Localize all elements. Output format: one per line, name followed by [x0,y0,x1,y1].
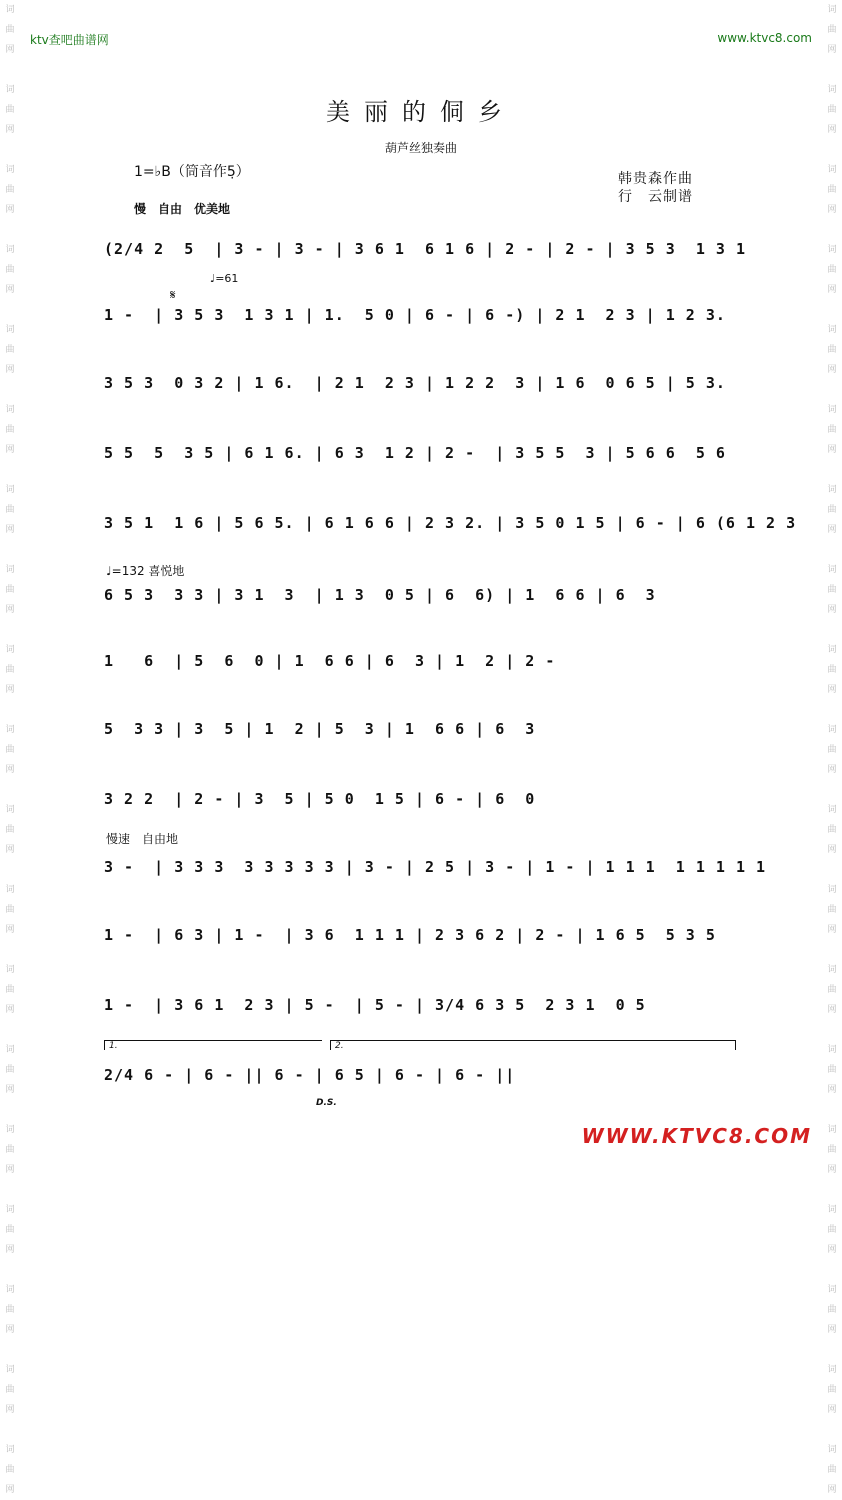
notation-line: (2/4 2 5 | 3 - | 3 - | 3 6 1 6 1 6 | 2 - | 2 - | 3 5 3 1 3 1 [104,240,746,258]
tempo-marking-intro: 慢 自由 优美地 [134,202,231,216]
notation-line: 3 - | 3 3 3 3 3 3 3 3 | 3 - | 2 5 | 3 - | 1 - | 1 1 1 1 1 1 1 1 [104,858,767,876]
site-url-right[interactable]: www.ktvc8.com [717,31,812,45]
notation-line: 1 - | 6 3 | 1 - | 3 6 1 1 1 | 2 3 6 2 | 2 - | 1 6 5 5 3 5 [104,926,716,944]
tempo-marking-fast: ♩=132 喜悦地 [106,564,185,578]
footer-site-logo: WWW.KTVC8.COM [581,1124,812,1148]
score-row [104,436,740,470]
notation-line: 6 5 3 3 3 | 3 1 3 | 1 3 0 5 | 6 6) | 1 6 6 | 6 3 [104,586,656,604]
score-row [104,850,767,884]
site-name-left[interactable]: ktv查吧曲谱网 [30,33,109,47]
score-row [104,782,740,816]
score-row [104,712,740,746]
side-watermark-left: 词 曲 网 词 曲 网 词 曲 网 词 曲 网 词 曲 网 词 曲 网 词 曲 网 词 曲 网 词 曲 网 词 曲 网 词 曲 网 词 曲 网 词 曲 网 词 曲 网 词 曲 网 词 曲 网 词 曲 网 词 曲 网 词 曲 网 [5,5,15,1495]
arranger-credit: 行 云制谱 [618,189,693,205]
volta-bracket-first: 1. [104,1040,322,1050]
notation-line: 1 - | 3 5 3 1 3 1 | 1. 5 0 | 6 - | 6 -) | 2 1 2 3 | 1 2 3. [104,306,726,324]
score-row [104,366,740,400]
score-row [104,644,740,678]
segno-sign: 𝄋 [170,288,176,303]
volta-bracket-second: 2. [330,1040,736,1050]
key-signature: 1=♭B（筒音作5̣） [134,164,250,180]
score-row [104,918,740,952]
score-row [104,988,740,1022]
score-subtitle: 葫芦丝独奏曲 [384,141,457,155]
score-row [104,1058,740,1092]
notation-line: 1 - | 3 6 1 2 3 | 5 - | 5 - | 3/4 6 3 5 2 3 1 0 5 [104,996,646,1014]
score-title: 美丽的侗乡 [326,98,516,126]
score-row [104,298,740,332]
dal-segno-mark: D.S. [316,1098,337,1108]
tempo-marking-slow: 慢速 自由地 [106,832,179,846]
notation-line: 2/4 6 - | 6 - || 6 - | 6 5 | 6 - | 6 - || [104,1066,516,1084]
notation-line: 5 3 3 | 3 5 | 1 2 | 5 3 | 1 6 6 | 6 3 [104,720,536,738]
metronome-mark: ♩=61 [210,272,239,285]
notation-line: 5 5 5 3 5 | 6 1 6. | 6 3 1 2 | 2 - | 3 5 5 3 | 5 6 6 5 6 [104,444,726,462]
score-row [104,506,797,540]
composer-credit: 韩贵森作曲 [618,171,693,187]
notation-line: 3 5 1 1 6 | 5 6 5. | 6 1 6 6 | 2 3 2. | 3 5 0 1 5 | 6 - | 6 (6 1 2 3 [104,514,797,532]
score-row [104,578,740,612]
notation-line: 3 2 2 | 2 - | 3 5 | 5 0 1 5 | 6 - | 6 0 [104,790,536,808]
side-watermark-right: 词 曲 网 词 曲 网 词 曲 网 词 曲 网 词 曲 网 词 曲 网 词 曲 网 词 曲 网 词 曲 网 词 曲 网 词 曲 网 词 曲 网 词 曲 网 词 曲 网 词 曲 网 词 曲 网 词 曲 网 词 曲 网 词 曲 网 [827,5,837,1495]
notation-line: 3 5 3 0 3 2 | 1 6. | 2 1 2 3 | 1 2 2 3 | 1 6 0 6 5 | 5 3. [104,374,726,392]
notation-line: 1 6 | 5 6 0 | 1 6 6 | 6 3 | 1 2 | 2 - [104,652,556,670]
score-row [104,232,746,266]
